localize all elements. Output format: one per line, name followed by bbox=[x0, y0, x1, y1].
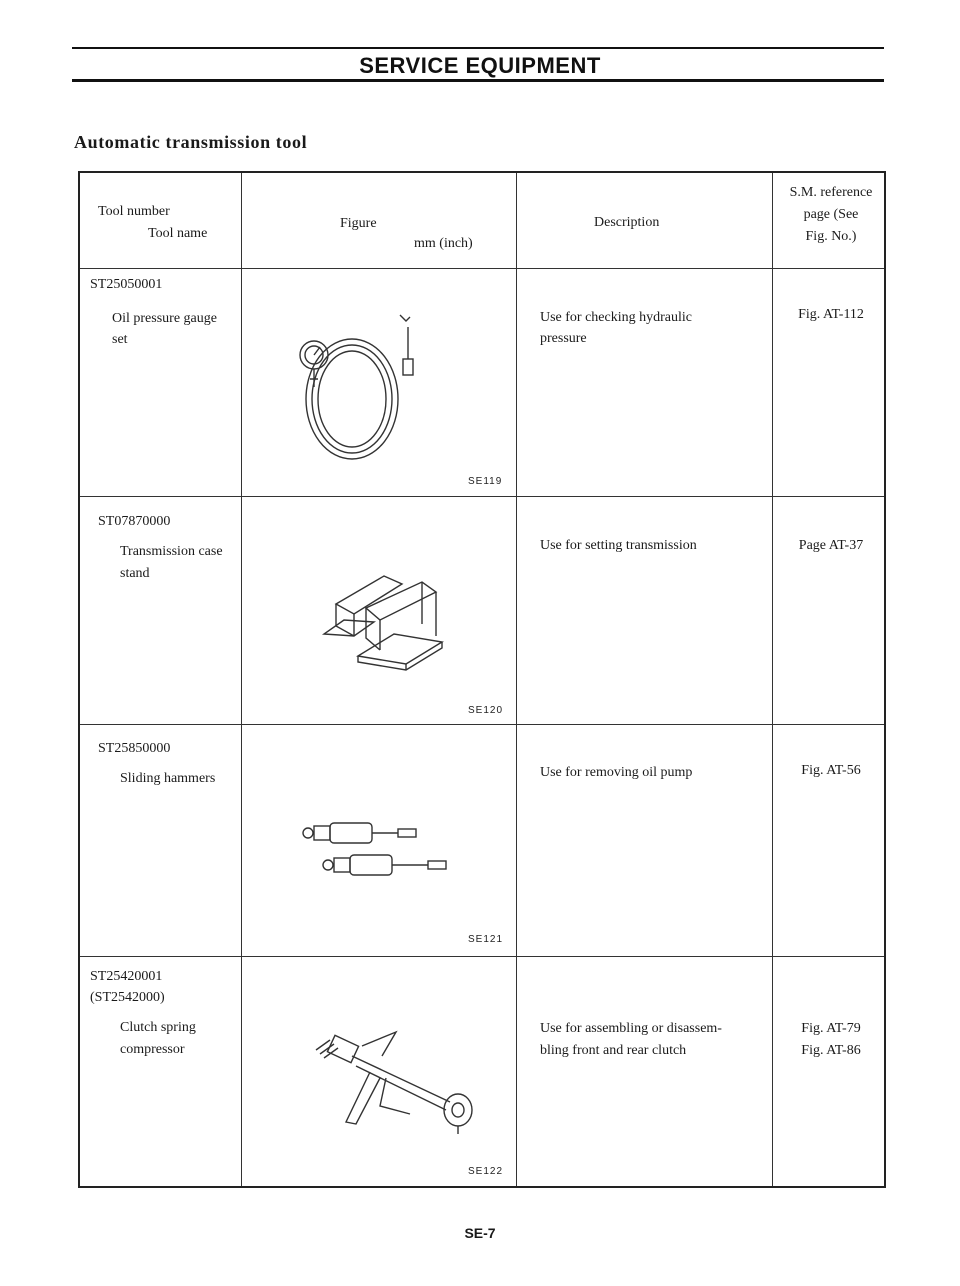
tool-description: pressure bbox=[540, 331, 587, 346]
col-header-description: Description bbox=[594, 215, 660, 230]
header-rule-bottom bbox=[72, 79, 884, 82]
row-divider bbox=[80, 724, 884, 725]
tool-description: Use for setting transmission bbox=[540, 538, 697, 553]
row-divider bbox=[80, 496, 884, 497]
transmission-case-stand-illustration bbox=[314, 564, 454, 674]
col-header-figure: Figure bbox=[340, 216, 377, 231]
column-divider bbox=[516, 173, 517, 1186]
tool-name: Transmission case bbox=[120, 544, 223, 559]
col-header-reference: page (See bbox=[803, 207, 859, 222]
tool-description: Use for assembling or disassem- bbox=[540, 1021, 722, 1036]
col-header-reference: Fig. No.) bbox=[805, 229, 857, 244]
tool-number: ST25420001 bbox=[90, 969, 163, 984]
row-divider bbox=[80, 956, 884, 957]
reference-page: Fig. AT-56 bbox=[801, 763, 861, 778]
tool-number-alt: (ST2542000) bbox=[90, 990, 165, 1005]
tool-name: Sliding hammers bbox=[120, 771, 216, 786]
clutch-spring-compressor-illustration bbox=[300, 1026, 480, 1136]
oil-pressure-gauge-illustration bbox=[290, 307, 430, 467]
tool-number: ST07870000 bbox=[98, 514, 171, 529]
tool-name: set bbox=[112, 332, 128, 347]
page-number: SE-7 bbox=[464, 1225, 496, 1241]
section-title: Automatic transmission tool bbox=[74, 132, 308, 152]
reference-page: Fig. AT-79 bbox=[801, 1021, 861, 1036]
tool-name: stand bbox=[120, 566, 150, 581]
tool-name: compressor bbox=[120, 1042, 185, 1057]
reference-page: Fig. AT-112 bbox=[798, 307, 864, 322]
sliding-hammers-illustration bbox=[302, 821, 462, 885]
column-divider bbox=[772, 173, 773, 1186]
tool-description: bling front and rear clutch bbox=[540, 1043, 687, 1058]
figure-code: SE121 bbox=[468, 934, 504, 945]
tool-description: Use for removing oil pump bbox=[540, 765, 693, 780]
col-header-units: mm (inch) bbox=[414, 236, 473, 251]
col-header-reference: S.M. reference bbox=[789, 185, 873, 200]
tool-description: Use for checking hydraulic bbox=[540, 310, 692, 325]
col-header-tool-number: Tool number bbox=[98, 204, 170, 219]
tool-name: Clutch spring bbox=[120, 1020, 196, 1035]
page-title: SERVICE EQUIPMENT bbox=[359, 53, 601, 78]
tool-number: ST25850000 bbox=[98, 741, 171, 756]
reference-page: Fig. AT-86 bbox=[801, 1043, 861, 1058]
tool-number: ST25050001 bbox=[90, 277, 163, 292]
figure-code: SE122 bbox=[468, 1166, 504, 1177]
reference-page: Page AT-37 bbox=[798, 538, 864, 553]
tool-name: Oil pressure gauge bbox=[112, 311, 217, 326]
col-header-tool-name: Tool name bbox=[148, 226, 208, 241]
figure-code: SE119 bbox=[468, 476, 503, 487]
tool-table bbox=[78, 171, 886, 1188]
row-divider bbox=[80, 268, 884, 269]
figure-code: SE120 bbox=[468, 705, 504, 716]
column-divider bbox=[241, 173, 242, 1186]
header-rule-top bbox=[72, 47, 884, 49]
